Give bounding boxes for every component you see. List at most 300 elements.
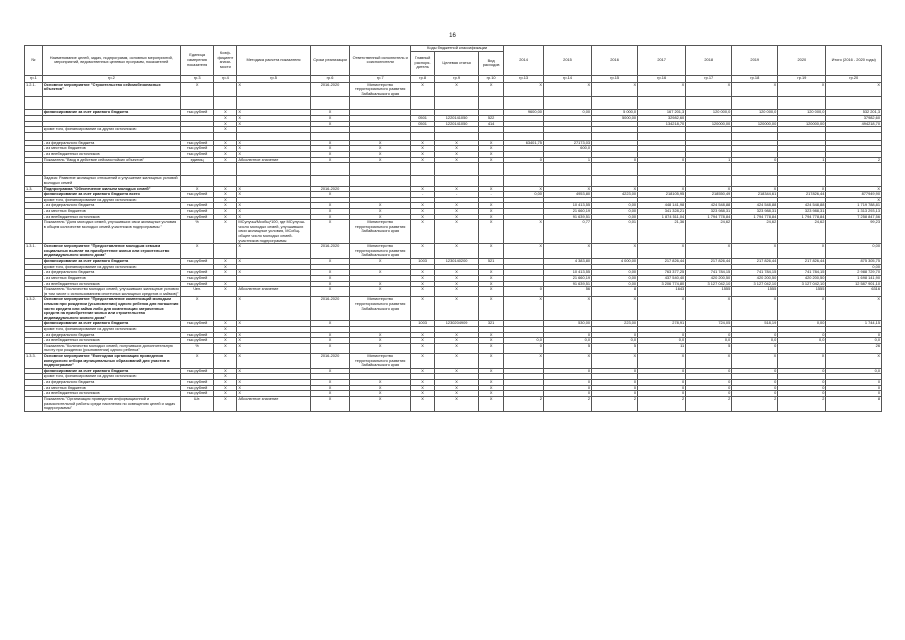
table-cell: Х <box>411 244 435 259</box>
table-cell: 0 <box>504 287 544 297</box>
table-cell: Х <box>411 338 435 344</box>
table-row <box>25 97 882 110</box>
table-cell: Х <box>435 82 479 97</box>
table-cell: Подпрограмма "Обеспечение жильем молодых семей" <box>42 186 180 192</box>
table-cell: 420 200,50 <box>686 275 732 281</box>
table-cell: Х <box>214 343 237 353</box>
table-cell: Х <box>350 203 411 209</box>
table-cell <box>435 97 479 110</box>
header-name: Наименование целей, задач, подпрограмм, основных мероприятий, мероприятий, ведомственных целевых программ, показателей <box>42 46 180 76</box>
table-cell: 0 <box>592 368 638 374</box>
table-cell: 0,00 <box>592 270 638 276</box>
table-cell: Министерство территориального развития Забайкальского края <box>350 82 411 97</box>
table-cell: 8 <box>826 396 882 411</box>
table-cell <box>479 176 504 186</box>
table-cell: Х <box>180 297 213 321</box>
table-cell: кроме того, финансирование из других источников: <box>42 197 180 203</box>
header-budget-codes: Коды бюджетной классификации <box>411 46 504 52</box>
table-cell: Х <box>435 270 479 276</box>
table-cell: 91 639,51 <box>543 281 591 287</box>
header-year-2016: 2016 <box>592 46 638 76</box>
table-row <box>25 176 882 186</box>
table-cell: Х <box>350 157 411 163</box>
table-cell: Х <box>479 244 504 259</box>
table-cell: 414 <box>479 121 504 127</box>
table-cell: 1.3.3. <box>25 354 43 369</box>
table-cell: Х <box>479 186 504 192</box>
table-cell: Х <box>411 157 435 163</box>
table-cell: 4 000,00 <box>592 259 638 265</box>
table-cell: Х <box>479 297 504 321</box>
table-cell: Х <box>214 110 237 116</box>
table-cell: Х <box>435 275 479 281</box>
header-year-2020: 2020 <box>778 46 826 76</box>
table-cell: кроме того, финансирование из других источников: <box>42 264 180 270</box>
table-cell: Х <box>479 332 504 338</box>
table-cell <box>25 220 43 244</box>
table-cell: 2016-2020 <box>310 82 350 97</box>
table-cell: 1.3. <box>25 186 43 192</box>
table-cell: Х <box>350 385 411 391</box>
table-cell: Х <box>826 197 882 203</box>
table-cell: 494218,70 <box>826 121 882 127</box>
table-cell: Х <box>214 287 237 297</box>
table-cell: тыс.рублей <box>180 152 213 158</box>
table-cell: 323 988,31 <box>686 208 732 214</box>
table-cell: 0 <box>638 157 686 163</box>
header-coef: Коэф-фициент значи-мости <box>214 46 237 76</box>
table-cell <box>214 297 237 321</box>
table-cell: Х <box>435 214 479 220</box>
table-cell: Х <box>237 208 310 214</box>
table-cell: Х <box>543 82 591 97</box>
column-number: гр.8 <box>411 75 435 82</box>
table-cell: Х <box>411 396 435 411</box>
table-cell: 0,00 <box>826 244 882 259</box>
table-cell: Х <box>479 368 504 374</box>
table-cell <box>479 163 504 176</box>
table-cell: Х <box>778 82 826 97</box>
table-cell: 521 <box>479 259 504 265</box>
table-cell <box>732 132 778 140</box>
table-cell <box>350 132 411 140</box>
table-cell: Х <box>310 152 350 158</box>
table-cell: Х <box>686 354 732 369</box>
table-cell: Х <box>310 116 350 122</box>
table-cell: Х <box>435 140 479 146</box>
table-cell: 10 413,55 <box>543 270 591 276</box>
table-cell: Х <box>435 354 479 369</box>
table-cell: тыс.рублей <box>180 332 213 338</box>
table-cell: 437 540,40 <box>638 275 686 281</box>
table-cell: 0,0 <box>826 338 882 344</box>
table-cell <box>638 97 686 110</box>
table-cell: Х <box>732 82 778 97</box>
table-cell: 2 <box>826 157 882 163</box>
table-cell: - из федерального бюджета <box>42 380 180 386</box>
table-cell <box>686 176 732 186</box>
table-cell <box>732 163 778 176</box>
table-cell <box>778 132 826 140</box>
table-cell: 448 141,98 <box>638 203 686 209</box>
table-cell: Х <box>237 146 310 152</box>
table-cell: 0 <box>638 385 686 391</box>
table-cell: 32982,60 <box>638 116 686 122</box>
table-cell: Х <box>310 192 350 198</box>
table-cell: 4 383,80 <box>543 259 591 265</box>
table-cell: 1555 <box>732 287 778 297</box>
table-cell: тыс.рублей <box>180 321 213 327</box>
table-cell: 420 200,50 <box>778 275 826 281</box>
table-cell: 0,00 <box>592 208 638 214</box>
table-cell: Х <box>214 116 237 122</box>
table-cell: Х <box>435 244 479 259</box>
table-cell: тыс.рублей <box>180 368 213 374</box>
table-cell: Х <box>543 354 591 369</box>
table-cell: Х <box>237 82 310 97</box>
table-cell: Абсолютное значение <box>237 157 310 163</box>
table-cell: 600,0 <box>543 146 591 152</box>
table-cell <box>350 176 411 186</box>
table-cell: 0 <box>638 380 686 386</box>
table-cell: Х <box>732 297 778 321</box>
table-cell: 1.3.1. <box>25 244 43 259</box>
table-cell: Х <box>180 82 213 97</box>
table-cell: Х <box>435 220 479 244</box>
table-cell: Х <box>310 380 350 386</box>
table-cell: Х <box>237 259 310 265</box>
table-cell: 0,0 <box>826 368 882 374</box>
header-terms: Сроки реализации <box>310 46 350 76</box>
table-cell: Министерство территориального развития Забайкальского края <box>350 244 411 259</box>
table-cell: Х <box>350 287 411 297</box>
table-cell: Х <box>435 208 479 214</box>
table-cell <box>435 132 479 140</box>
table-cell: финансирование за счет краевого бюджета <box>42 259 180 265</box>
table-cell: 1 874 511,04 <box>638 214 686 220</box>
table-cell: 1.2.1. <box>25 82 43 97</box>
table-cell: Х <box>411 354 435 369</box>
header-year-2014: 2014 <box>504 46 544 76</box>
table-cell <box>686 97 732 110</box>
table-cell <box>214 176 237 186</box>
table-cell: Х <box>543 297 591 321</box>
header-num: № <box>25 46 43 76</box>
table-cell <box>350 163 411 176</box>
table-cell: Х <box>592 186 638 192</box>
table-cell: Х <box>411 275 435 281</box>
column-number: гр.7 <box>350 75 411 82</box>
table-cell: Х <box>479 82 504 97</box>
column-number: гр.18 <box>732 75 778 82</box>
table-cell: тыс.рублей <box>180 110 213 116</box>
table-cell: 99,23 <box>826 220 882 244</box>
table-cell: 8 <box>592 287 638 297</box>
table-cell <box>435 163 479 176</box>
table-cell: Х <box>214 374 237 380</box>
table-cell: Х <box>237 391 310 397</box>
table-cell: 0 <box>732 368 778 374</box>
table-cell <box>237 97 310 110</box>
table-cell: Х <box>214 270 237 276</box>
table-cell: тыс.рублей <box>180 281 213 287</box>
table-cell: Х <box>479 343 504 353</box>
table-cell: финансирование за счет краевого бюджета <box>42 368 180 374</box>
table-cell <box>25 163 43 176</box>
table-cell: Х <box>237 203 310 209</box>
table-cell: Х <box>435 146 479 152</box>
table-cell: Показатель "Организация проведения информационной и разъяснительной работы среди населения по освещению целей и задач подпрограммы" <box>42 396 180 411</box>
table-cell: Х <box>310 270 350 276</box>
table-cell <box>826 132 882 140</box>
table-cell <box>504 176 544 186</box>
table-cell: Х <box>350 146 411 152</box>
table-cell: Х <box>237 116 310 122</box>
table-cell: Х <box>214 259 237 265</box>
table-cell: Основное мероприятие "Ежегодная организация проведения конкурсного отбора муниципальных образований для участия в подпрограмме" <box>42 354 180 369</box>
table-cell: Х <box>826 82 882 97</box>
table-cell: Х <box>214 281 237 287</box>
table-cell: Х <box>214 208 237 214</box>
table-cell: Х <box>350 380 411 386</box>
table-cell: 0 <box>686 385 732 391</box>
table-cell: Х <box>350 391 411 397</box>
table-cell: Х <box>479 140 504 146</box>
table-cell: Х <box>435 152 479 158</box>
table-cell: 5 <box>686 343 732 353</box>
table-cell: тыс.рублей <box>180 146 213 152</box>
column-number: гр.6 <box>310 75 350 82</box>
table-cell: Министерство территориального развития Забайкальского края <box>350 297 411 321</box>
table-cell: Х <box>214 380 237 386</box>
table-cell: Х <box>686 297 732 321</box>
table-row <box>25 132 882 140</box>
table-cell: 0,0 <box>592 338 638 344</box>
table-cell: Х <box>411 208 435 214</box>
table-cell: Х <box>214 146 237 152</box>
table-cell: МСулучш/Мсобщ*100, где МСулучш- число молодых семей, улучшивших свои жилищные условия, МСобщ- общее число молодых семей-участников подпрограммы <box>237 220 310 244</box>
table-cell: 1 719 788,81 <box>826 203 882 209</box>
table-cell <box>638 176 686 186</box>
column-number: гр.14 <box>543 75 591 82</box>
table-cell: Х <box>732 244 778 259</box>
table-cell: Х <box>479 203 504 209</box>
table-cell: кроме того, финансирование из других источников: <box>42 127 180 133</box>
table-cell: 0,0 <box>686 338 732 344</box>
table-cell: Х <box>411 297 435 321</box>
table-cell <box>411 163 435 176</box>
table-cell: Х <box>214 220 237 244</box>
table-cell: 1 <box>778 157 826 163</box>
table-cell: 741 784,15 <box>778 270 826 276</box>
table-cell: Абсолютное значение <box>237 396 310 411</box>
table-cell: 0501 <box>411 121 435 127</box>
table-cell: Х <box>778 244 826 259</box>
table-cell: Х <box>214 192 237 198</box>
table-cell: тыс.рублей <box>180 259 213 265</box>
header-responsible: Ответственный исполнитель и соисполнители <box>350 46 411 76</box>
table-cell: Х <box>479 281 504 287</box>
table-row <box>25 82 882 97</box>
table-cell: 0,0 <box>778 338 826 344</box>
table-cell: Х <box>237 380 310 386</box>
table-cell: Х <box>310 321 350 327</box>
column-number: гр.17 <box>686 75 732 82</box>
table-cell <box>826 176 882 186</box>
table-cell <box>504 132 544 140</box>
table-cell: Х <box>638 354 686 369</box>
column-number: гр.20 <box>826 75 882 82</box>
table-cell: 1003 <box>411 321 435 327</box>
table-cell: 2 <box>504 396 544 411</box>
table-cell: 0,00 <box>592 275 638 281</box>
table-row <box>25 287 882 297</box>
table-cell: 0 <box>826 380 882 386</box>
table-cell <box>180 163 213 176</box>
table-cell: Х <box>310 157 350 163</box>
table-cell: Абсолютное значение <box>237 287 310 297</box>
table-cell: 63401,75 <box>504 140 544 146</box>
header-year-2019: 2019 <box>732 46 778 76</box>
table-cell <box>411 132 435 140</box>
table-cell: 424 548,88 <box>778 203 826 209</box>
table-cell: тыс.рублей <box>180 214 213 220</box>
table-cell: 0 <box>543 368 591 374</box>
table-cell: тыс.рублей <box>180 391 213 397</box>
table-cell: 223,00 <box>592 321 638 327</box>
table-cell: 0,00 <box>778 321 826 327</box>
table-cell <box>25 97 43 110</box>
table-cell: 0,00 <box>592 281 638 287</box>
table-cell <box>732 176 778 186</box>
table-cell: 11 <box>638 343 686 353</box>
table-cell: 1643 <box>638 287 686 297</box>
table-cell: Основное мероприятие "Предоставление молодым семьям социальных выплат на приобретение жилья или строительство индивидуального жилого дома" <box>42 244 180 259</box>
table-cell <box>42 163 180 176</box>
table-row <box>25 354 882 369</box>
table-cell: - из внебюджетных источников <box>42 152 180 158</box>
table-cell: - <box>479 192 504 198</box>
table-cell: Задача: Развитие жилищных отношений и улучшение жилищных условий молодых семей <box>42 176 180 186</box>
table-cell: 56 <box>543 287 591 297</box>
table-cell: Х <box>435 343 479 353</box>
table-cell: Х <box>310 391 350 397</box>
table-cell: 3 206 774,80 <box>638 281 686 287</box>
table-cell: 2 <box>686 396 732 411</box>
table-cell: 1 <box>543 157 591 163</box>
table-cell: Х <box>411 287 435 297</box>
table-cell: 9600,00 <box>504 110 544 116</box>
column-number: гр.13 <box>504 75 544 82</box>
table-cell: 120 000,0 <box>732 110 778 116</box>
table-cell: Х <box>350 343 411 353</box>
table-cell: Х <box>237 110 310 116</box>
table-cell: тыс.рублей <box>180 338 213 344</box>
table-cell: - из федерального бюджета <box>42 140 180 146</box>
table-cell <box>592 132 638 140</box>
table-cell: 1 313 293,13 <box>826 208 882 214</box>
table-cell: Х <box>237 297 310 321</box>
table-cell: 218344,61 <box>732 192 778 198</box>
table-cell: Х <box>411 186 435 192</box>
table-cell: - из внебюджетных источников <box>42 281 180 287</box>
table-cell: 1003 <box>411 259 435 265</box>
table-cell: Х <box>310 343 350 353</box>
table-cell: 0 <box>778 368 826 374</box>
table-cell: Х <box>237 152 310 158</box>
table-cell: Х <box>732 186 778 192</box>
table-cell: Х <box>826 354 882 369</box>
table-cell: 37982,60 <box>826 116 882 122</box>
table-cell: 10 413,55 <box>543 203 591 209</box>
table-cell: тыс.рублей <box>180 203 213 209</box>
column-number: гр.1 <box>25 75 43 82</box>
table-cell: Х <box>411 270 435 276</box>
table-cell: Х <box>310 338 350 344</box>
table-cell: Х <box>310 214 350 220</box>
table-cell: 217 826,44 <box>778 259 826 265</box>
table-cell: 0 <box>686 391 732 397</box>
table-cell <box>543 97 591 110</box>
table-cell: Х <box>435 385 479 391</box>
table-cell: Х <box>479 146 504 152</box>
table-cell: Х <box>778 297 826 321</box>
table-cell: 1220141050 <box>435 116 479 122</box>
table-cell: 1 698 141,90 <box>826 275 882 281</box>
table-cell <box>504 163 544 176</box>
table-cell: 0 <box>638 368 686 374</box>
table-cell: Х <box>214 197 237 203</box>
table-cell: Х <box>214 354 237 369</box>
table-cell <box>778 163 826 176</box>
table-cell: тыс.рублей <box>180 385 213 391</box>
table-cell: Х <box>350 270 411 276</box>
column-number: гр.5 <box>237 75 310 82</box>
table-cell: 0 <box>592 332 638 338</box>
table-cell: 21,36 <box>638 220 686 244</box>
table-cell <box>778 97 826 110</box>
table-cell: Х <box>479 270 504 276</box>
program-table <box>24 45 882 412</box>
table-cell: тыс.рублей <box>180 140 213 146</box>
table-cell: Министерство территориального развития Забайкальского края <box>350 354 411 369</box>
table-cell: Х <box>592 297 638 321</box>
table-row <box>25 297 882 321</box>
table-cell: Х <box>411 140 435 146</box>
table-cell: Х <box>732 354 778 369</box>
table-cell: Х <box>237 332 310 338</box>
table-cell: финансирование за счет краевого бюджета всего <box>42 192 180 198</box>
table-cell: Х <box>214 385 237 391</box>
table-cell: 1230140200 <box>435 259 479 265</box>
table-cell: Х <box>214 368 237 374</box>
table-cell: Х <box>237 354 310 369</box>
table-cell: Основное мероприятие "Строительство сейсмобезопасных объектов" <box>42 82 180 97</box>
table-cell: Чел. <box>180 287 213 297</box>
table-cell: Х <box>214 186 237 192</box>
table-cell: % <box>180 343 213 353</box>
table-cell: Х <box>310 259 350 265</box>
table-cell: 24,62 <box>686 220 732 244</box>
table-cell: 0 <box>543 380 591 386</box>
table-cell: 2016-2020 <box>310 186 350 192</box>
header-year-2017: 2017 <box>638 46 686 76</box>
table-cell <box>42 132 180 140</box>
table-cell: 217826,44 <box>778 192 826 198</box>
column-numbers-row <box>25 75 882 82</box>
table-cell: Х <box>237 186 310 192</box>
table-cell: 0 <box>778 391 826 397</box>
